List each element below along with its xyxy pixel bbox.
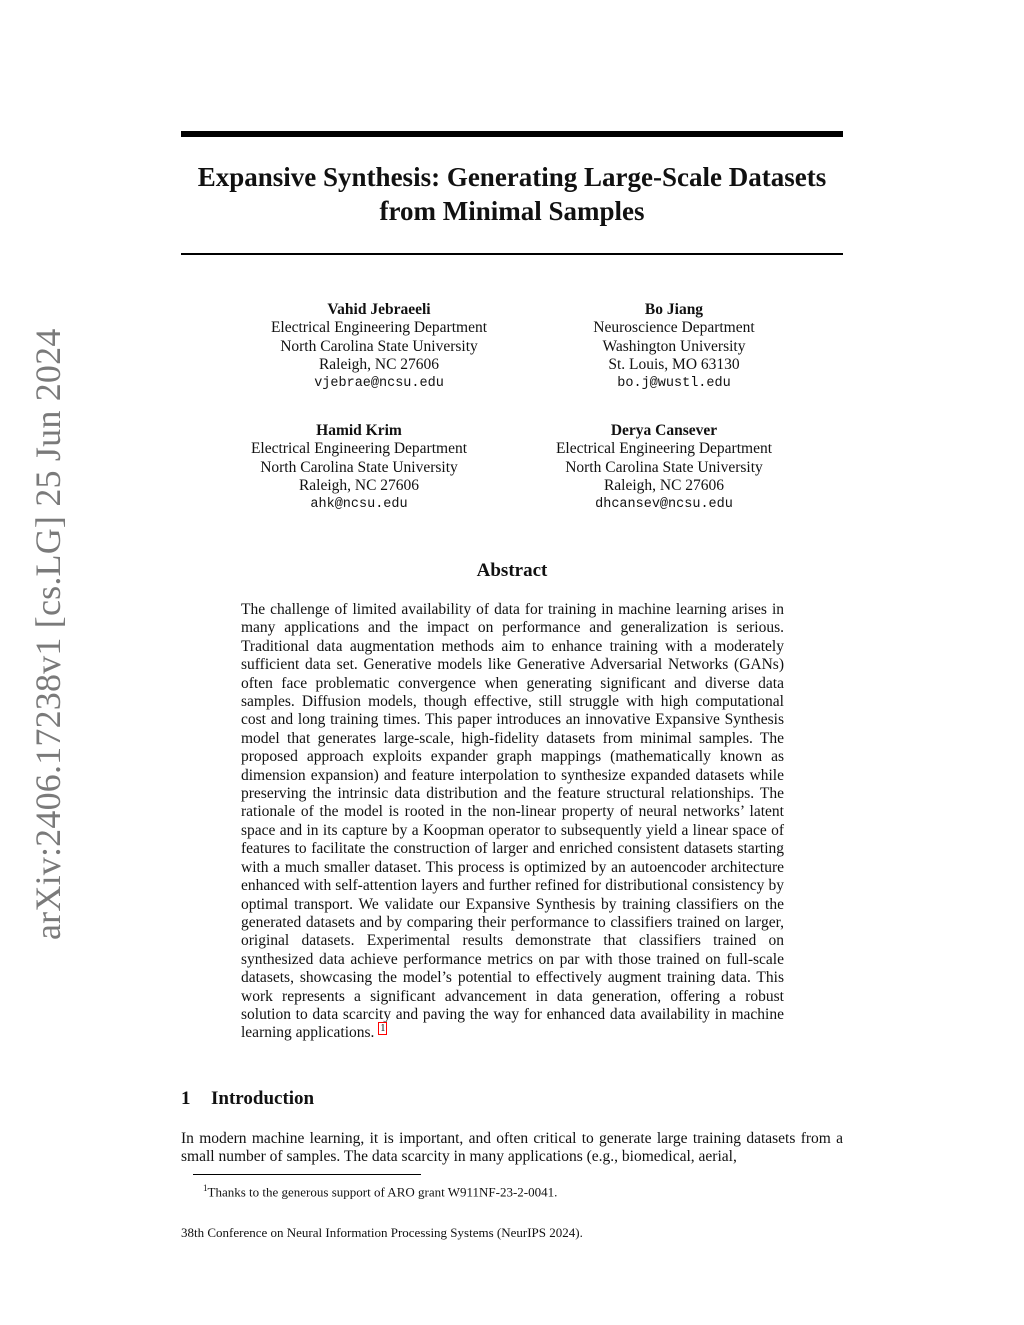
author-name: Hamid Krim: [316, 422, 402, 439]
author-dept: Electrical Engineering Department: [555, 440, 773, 458]
section-number: 1: [181, 1088, 191, 1109]
paper-title: [181, 160, 843, 228]
author-institution: North Carolina State University: [260, 458, 458, 476]
author-location: Raleigh, NC 27606: [603, 477, 725, 495]
abstract-heading: Abstract: [476, 560, 548, 581]
title-line-1: Expansive Synthesis: Generating Large-Scale Datasets: [197, 162, 827, 192]
author-dept: Electrical Engineering Department: [250, 440, 468, 458]
venue-note: 38th Conference on Neural Information Processing Systems (NeurIPS 2024).: [181, 1225, 583, 1240]
author-dept: Neuroscience Department: [593, 319, 755, 337]
title-rule-bottom: [181, 253, 843, 255]
section-heading: [181, 1088, 314, 1110]
arxiv-stamp: arXiv:2406.17238v1 [cs.LG] 25 Jun 2024: [28, 328, 68, 940]
author-institution: Washington University: [602, 337, 746, 355]
author-institution: North Carolina State University: [280, 337, 478, 355]
author-name: Derya Cansever: [610, 422, 718, 439]
author-block: [229, 301, 529, 393]
author-email[interactable]: dhcansev@ncsu.edu: [595, 496, 733, 512]
abstract-text: [241, 601, 784, 1043]
footnote-mark: 1: [203, 1183, 208, 1193]
footnote: [203, 1180, 557, 1200]
author-email[interactable]: bo.j@wustl.edu: [617, 375, 731, 391]
footnote-link[interactable]: 1: [380, 1023, 386, 1035]
author-block: [524, 301, 824, 393]
title-line-2: from Minimal Samples: [379, 196, 645, 226]
author-name: Vahid Jebraeeli: [327, 301, 431, 318]
author-location: St. Louis, MO 63130: [608, 356, 740, 374]
author-name: Bo Jiang: [644, 301, 704, 318]
author-dept: Electrical Engineering Department: [270, 319, 488, 337]
abstract-paragraph: The challenge of limited availability of data for training in machine learning arises in many applications and the impact on performance and generalization is serious. Traditional data augmentation methods aim to enhance training with a moderately sufficient data set. Generative models like Generative Adversarial Networks (GANs) often face problematic convergence when generating significant and diverse data samples. Diffusion models, though effective, still struggle with high computational cost and long training times. This paper introduces an innovative Expansive Synthesis model that generates large-scale, high-fidelity datasets from minimal samples. The proposed approach exploits expander graph mappings (mathematically known as dimension expansion) and feature interpolation to synthesize expanded datasets while preserving the intrinsic data distribution and the feature structural relationships. The rationale of the model is rooted in the non-linear property of neural networks’ latent space and in its capture by a Koopman operator to subsequently yield a linear space of features to facilitate the construction of larger and enriched consistent datasets starting with a much smaller dataset. This process is optimized by an autoencoder architecture enhanced with self-attention layers and further refined for distributional consistency by optimal transport. We validate our Expansive Synthesis by training classifiers on the generated datasets and by comparing their performance to classifiers trained on larger, original datasets. Experimental results demonstrate that classifiers trained on synthesized data achieve performance metrics on par with those trained on full-scale datasets, showcasing the model’s potential to effectively augment training data. This work represents a significant advancement in data generation, offering a robust solution to data scarcity and paving the way for enhanced data availability in machine learning applications.: [241, 601, 784, 1042]
author-block: [209, 422, 509, 514]
section-title: Introduction: [211, 1088, 315, 1109]
footnote-divider: [193, 1174, 421, 1175]
author-institution: North Carolina State University: [565, 458, 763, 476]
title-rule-top: [181, 131, 843, 137]
author-location: Raleigh, NC 27606: [298, 477, 420, 495]
introduction-text: In modern machine learning, it is important, and often critical to generate large training datasets from a small number of samples. The data scarcity in many applications (e.g., biomedical, aerial,: [181, 1130, 843, 1166]
footnote-text: Thanks to the generous support of ARO grant W911NF-23-2-0041.: [207, 1184, 558, 1200]
author-block: [514, 422, 814, 514]
author-email[interactable]: ahk@ncsu.edu: [310, 496, 408, 512]
author-location: Raleigh, NC 27606: [318, 356, 440, 374]
author-email[interactable]: vjebrae@ncsu.edu: [314, 375, 444, 391]
